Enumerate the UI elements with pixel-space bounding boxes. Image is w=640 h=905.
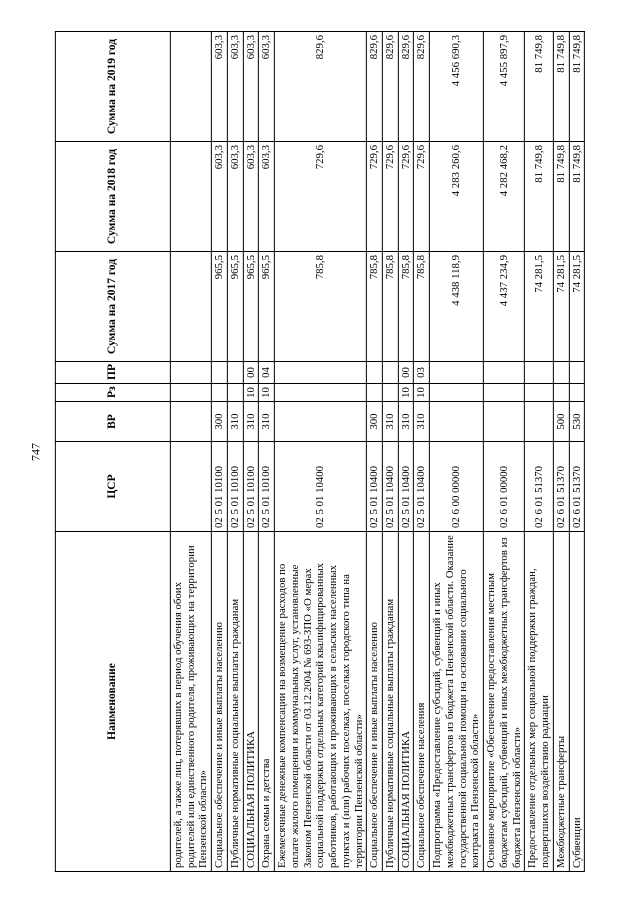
cell-vr: 310 (414, 402, 430, 442)
cell-pr: 04 (259, 362, 275, 384)
cell-sum-2017: 965,5 (259, 252, 275, 362)
cell-rz (212, 384, 228, 402)
cell-pr (274, 362, 366, 384)
cell-sum-2018: 81 749,8 (553, 142, 569, 252)
page-number: 747 (28, 443, 43, 461)
cell-name: Публичные нормативные социальные выплаты гражданам (382, 532, 398, 872)
table-row (243, 32, 259, 872)
table-row (484, 32, 525, 872)
cell-sum-2017 (170, 252, 211, 362)
table-row (414, 32, 430, 872)
header-name: Наименование (55, 532, 170, 872)
cell-rz: 10 (243, 384, 259, 402)
cell-sum-2019: 603,3 (227, 32, 243, 142)
cell-sum-2018: 729,6 (398, 142, 414, 252)
table-row (212, 32, 228, 872)
cell-vr: 310 (227, 402, 243, 442)
cell-sum-2017: 965,5 (243, 252, 259, 362)
cell-sum-2019: 829,6 (367, 32, 383, 142)
cell-sum-2018: 81 749,8 (569, 142, 585, 252)
cell-rz (569, 384, 585, 402)
cell-rz (274, 384, 366, 402)
cell-sum-2017: 74 281,5 (525, 252, 553, 362)
table-body (170, 32, 584, 872)
budget-table (55, 31, 585, 872)
cell-vr: 530 (569, 402, 585, 442)
cell-csr: 02 5 01 10100 (243, 442, 259, 532)
table-header-row (55, 32, 170, 872)
header-csr: ЦСР (55, 442, 170, 532)
cell-csr: 02 6 01 00000 (484, 442, 525, 532)
cell-sum-2018: 729,6 (382, 142, 398, 252)
cell-sum-2018: 4 282 468,2 (484, 142, 525, 252)
cell-vr: 310 (382, 402, 398, 442)
cell-rz (484, 384, 525, 402)
table-row (367, 32, 383, 872)
cell-name: Социальное обеспечение и иные выплаты населению (367, 532, 383, 872)
cell-sum-2018 (170, 142, 211, 252)
cell-sum-2017: 785,8 (367, 252, 383, 362)
cell-csr: 02 5 01 10100 (212, 442, 228, 532)
cell-pr: 00 (398, 362, 414, 384)
cell-sum-2018: 729,6 (274, 142, 366, 252)
cell-sum-2019: 829,6 (274, 32, 366, 142)
cell-csr: 02 5 01 10400 (367, 442, 383, 532)
cell-sum-2019: 829,6 (414, 32, 430, 142)
cell-csr: 02 6 01 51370 (525, 442, 553, 532)
cell-name: родителей, а также лиц, потерявших в период обучения обоих родителей или единственного родителя, проживающих на территории Пензенской области» (170, 532, 211, 872)
table-row (525, 32, 553, 872)
cell-rz (553, 384, 569, 402)
cell-name: Подпрограмма «Предоставление субсидий, субвенций и иных межбюджетных трансфертов из бюджета Пензенской области. Оказание государственной социальной помощи на основании социального контракта в Пензенской области» (430, 532, 484, 872)
table-row (553, 32, 569, 872)
cell-name: Социальное обеспечение населения (414, 532, 430, 872)
cell-sum-2019: 81 749,8 (569, 32, 585, 142)
cell-sum-2017: 74 281,5 (553, 252, 569, 362)
cell-vr (484, 402, 525, 442)
cell-rz: 10 (259, 384, 275, 402)
cell-name: Основное мероприятие «Обеспечение предоставления местным бюджетам субсидий, субвенций и иных межбюджетных трансфертов из бюджета Пензенской области» (484, 532, 525, 872)
cell-sum-2017: 785,8 (398, 252, 414, 362)
cell-sum-2019: 4 455 897,9 (484, 32, 525, 142)
cell-csr: 02 5 01 10400 (382, 442, 398, 532)
cell-vr (274, 402, 366, 442)
cell-sum-2017: 4 437 234,9 (484, 252, 525, 362)
cell-name: Охрана семьи и детства (259, 532, 275, 872)
table-row (569, 32, 585, 872)
cell-pr (525, 362, 553, 384)
table-row (274, 32, 366, 872)
cell-name: Субвенции (569, 532, 585, 872)
cell-pr (367, 362, 383, 384)
cell-sum-2019 (170, 32, 211, 142)
cell-csr: 02 5 01 10400 (414, 442, 430, 532)
cell-pr (430, 362, 484, 384)
cell-sum-2017: 785,8 (382, 252, 398, 362)
cell-vr: 300 (367, 402, 383, 442)
cell-csr: 02 5 01 10400 (398, 442, 414, 532)
cell-sum-2017: 74 281,5 (569, 252, 585, 362)
cell-sum-2018: 603,3 (243, 142, 259, 252)
table-row (430, 32, 484, 872)
cell-pr: 00 (243, 362, 259, 384)
cell-pr: 03 (414, 362, 430, 384)
cell-vr: 300 (212, 402, 228, 442)
table-row (398, 32, 414, 872)
header-pr: ПР (55, 362, 170, 384)
cell-sum-2019: 81 749,8 (553, 32, 569, 142)
table-row (227, 32, 243, 872)
cell-name: Социальное обеспечение и иные выплаты населению (212, 532, 228, 872)
cell-rz: 10 (414, 384, 430, 402)
cell-name: Предоставление отдельных мер социальной поддержки граждан, подвергшихся воздействию радиации (525, 532, 553, 872)
cell-sum-2019: 829,6 (382, 32, 398, 142)
cell-rz: 10 (398, 384, 414, 402)
cell-name: СОЦИАЛЬНАЯ ПОЛИТИКА (243, 532, 259, 872)
cell-name: СОЦИАЛЬНАЯ ПОЛИТИКА (398, 532, 414, 872)
cell-rz (382, 384, 398, 402)
cell-rz (525, 384, 553, 402)
header-rz: Рз (55, 384, 170, 402)
rotated-page (55, 32, 585, 872)
cell-sum-2018: 603,3 (227, 142, 243, 252)
table-row (382, 32, 398, 872)
cell-csr: 02 6 00 00000 (430, 442, 484, 532)
cell-pr (212, 362, 228, 384)
cell-sum-2019: 81 749,8 (525, 32, 553, 142)
cell-pr (382, 362, 398, 384)
cell-sum-2018: 603,3 (259, 142, 275, 252)
cell-name: Ежемесячные денежные компенсации на возмещение расходов по оплате жилого помещения и коммунальных услуг, установленные Законом Пензенской области от 03.12.2004 № 693-ЗПО «О мерах социальной поддержки отдельных категорий квалифицированных работников, работающих и проживающих в сельских населенных пунктах и (или) рабочих поселках, поселках городского типа на территории Пензенской области» (274, 532, 366, 872)
cell-vr (430, 402, 484, 442)
header-2019: Сумма на 2019 год (55, 32, 170, 142)
cell-vr (525, 402, 553, 442)
cell-sum-2017: 965,5 (227, 252, 243, 362)
table-row (259, 32, 275, 872)
cell-vr: 310 (259, 402, 275, 442)
cell-sum-2019: 603,3 (259, 32, 275, 142)
cell-sum-2018: 81 749,8 (525, 142, 553, 252)
cell-pr (227, 362, 243, 384)
cell-name: Публичные нормативные социальные выплаты гражданам (227, 532, 243, 872)
cell-csr: 02 5 01 10100 (227, 442, 243, 532)
cell-sum-2019: 4 456 690,3 (430, 32, 484, 142)
cell-pr (484, 362, 525, 384)
cell-csr: 02 6 01 51370 (569, 442, 585, 532)
cell-vr: 310 (398, 402, 414, 442)
cell-csr: 02 6 01 51370 (553, 442, 569, 532)
cell-csr (170, 442, 211, 532)
cell-sum-2019: 829,6 (398, 32, 414, 142)
cell-name: Межбюджетные трансферты (553, 532, 569, 872)
cell-pr (553, 362, 569, 384)
header-2018: Сумма на 2018 год (55, 142, 170, 252)
cell-vr (170, 402, 211, 442)
table-row (170, 32, 211, 872)
cell-rz (170, 384, 211, 402)
header-vr: ВР (55, 402, 170, 442)
cell-sum-2017: 4 438 118,9 (430, 252, 484, 362)
cell-sum-2019: 603,3 (243, 32, 259, 142)
cell-rz (227, 384, 243, 402)
cell-sum-2018: 4 283 260,6 (430, 142, 484, 252)
cell-vr: 500 (553, 402, 569, 442)
cell-sum-2017: 785,8 (414, 252, 430, 362)
cell-sum-2018: 729,6 (414, 142, 430, 252)
cell-csr: 02 5 01 10400 (274, 442, 366, 532)
cell-pr (170, 362, 211, 384)
header-2017: Сумма на 2017 год (55, 252, 170, 362)
cell-sum-2018: 603,3 (212, 142, 228, 252)
cell-sum-2019: 603,3 (212, 32, 228, 142)
cell-vr: 310 (243, 402, 259, 442)
cell-sum-2018: 729,6 (367, 142, 383, 252)
cell-rz (430, 384, 484, 402)
cell-sum-2017: 785,8 (274, 252, 366, 362)
cell-rz (367, 384, 383, 402)
cell-sum-2017: 965,5 (212, 252, 228, 362)
cell-csr: 02 5 01 10100 (259, 442, 275, 532)
cell-pr (569, 362, 585, 384)
